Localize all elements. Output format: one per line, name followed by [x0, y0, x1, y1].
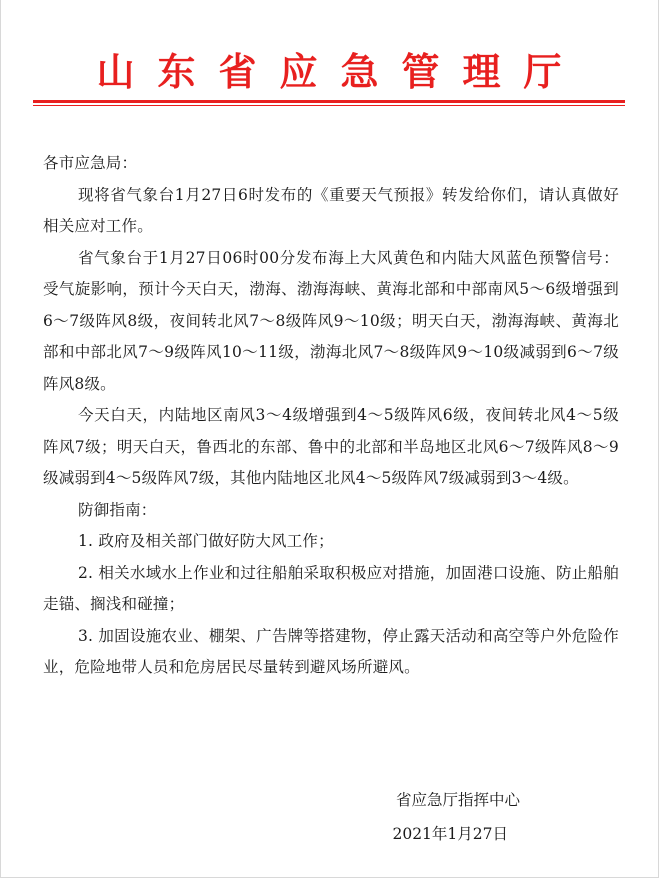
paragraph-inland-wind-forecast: 今天白天，内陆地区南风3～4级增强到4～5级阵风6级，夜间转北风4～5级阵风7级；明天白天，鲁西北的东部、鲁中的北部和半岛地区北风6～7级阵风8～9级减弱到4～5级阵风7级，其他内陆地区北风4～5级阵风7级减弱到3～4级。 — [43, 406, 619, 487]
guide-item: 1. 政府及相关部门做好防大风工作； — [78, 532, 334, 550]
letterhead-red-rule-thin — [33, 105, 625, 106]
guide-item: 3. 加固设施农业、棚架、广告牌等搭建物，停止露天活动和高空等户外危险作业，危险地带人员和危房居民尽量转到避风场所避风。 — [43, 626, 619, 676]
letterhead-red-rule-thick — [33, 100, 625, 103]
guide-item: 2. 相关水域水上作业和过往船舶采取积极应对措施，加固港口设施、防止船舶走锚、搁浅和碰撞； — [43, 563, 619, 613]
signature-date: 2021年1月27日 — [392, 825, 508, 843]
letterhead-title: 山东省应急管理厅 — [96, 49, 585, 94]
signature-org: 省应急厅指挥中心 — [395, 791, 520, 809]
paragraph-forward-notice: 现将省气象台1月27日6时发布的《重要天气预报》转发给你们，请认真做好相关应对工作。 — [43, 185, 619, 235]
guide-title: 防御指南： — [78, 500, 157, 519]
document-body — [43, 148, 619, 684]
salutation: 各市应急局： — [43, 154, 138, 172]
paragraph-sea-wind-warning: 省气象台于1月27日06时00分发布海上大风黄色和内陆大风蓝色预警信号：受气旋影响，预计今天白天，渤海、渤海海峡、黄海北部和中部南风5～6级增强到6～7级阵风8级，夜间转北风7～8级阵风9～10级；明天白天，渤海海峡、黄海北部和中部北风7～9级阵风10～11级，渤海北风7～8级阵风9～10级减弱到6～7级阵风8级。 — [43, 248, 619, 393]
